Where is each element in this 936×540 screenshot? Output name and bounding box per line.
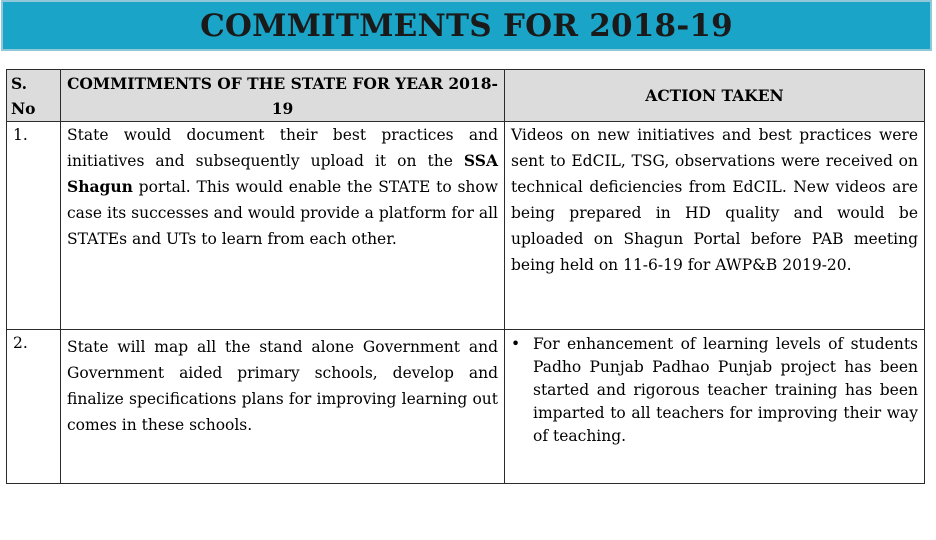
row-number: 2. bbox=[7, 330, 61, 484]
action-bullet-text: For enhancement of learning levels of students Padho Punjab Padhao Punjab project has been started and rigorous teacher training has been imparted to all teachers for improving their way of teaching. bbox=[533, 335, 918, 445]
table-header-row bbox=[7, 70, 925, 122]
header-action: ACTION TAKEN bbox=[505, 70, 925, 122]
commitment-cell bbox=[61, 122, 505, 330]
header-sno: S. No bbox=[7, 70, 61, 122]
commitment-cell: State will map all the stand alone Government and Government aided primary schools, develop and finalize specifications plans for improving learning out comes in these schools. bbox=[61, 330, 505, 484]
header-commitment: COMMITMENTS OF THE STATE FOR YEAR 2018-19 bbox=[61, 70, 505, 122]
table-row bbox=[7, 330, 925, 484]
page-title: COMMITMENTS FOR 2018-19 bbox=[200, 8, 733, 44]
table-row bbox=[7, 122, 925, 330]
list-item bbox=[511, 333, 918, 448]
row-number: 1. bbox=[7, 122, 61, 330]
action-bullet-list bbox=[511, 333, 918, 448]
action-cell: Videos on new initiatives and best practices were sent to EdCIL, TSG, observations were received on technical deficiencies from EdCIL. New videos are being prepared in HD quality and would be uploaded on Shagun Portal before PAB meeting being held on 11-6-19 for AWP&B 2019-20. bbox=[505, 122, 925, 330]
commitment-text-end: portal. This would enable the STATE to show case its successes and would provide a platform for all STATEs and UTs to learn from each other. bbox=[67, 178, 498, 248]
bullet-icon: • bbox=[511, 335, 521, 353]
commitments-table bbox=[6, 69, 925, 484]
commitment-text: State would document their best practices and initiatives and subsequently upload it on the bbox=[67, 126, 498, 170]
title-banner bbox=[1, 0, 932, 51]
action-cell bbox=[505, 330, 925, 484]
commitment-highlight: SSA Shagun bbox=[67, 151, 498, 196]
